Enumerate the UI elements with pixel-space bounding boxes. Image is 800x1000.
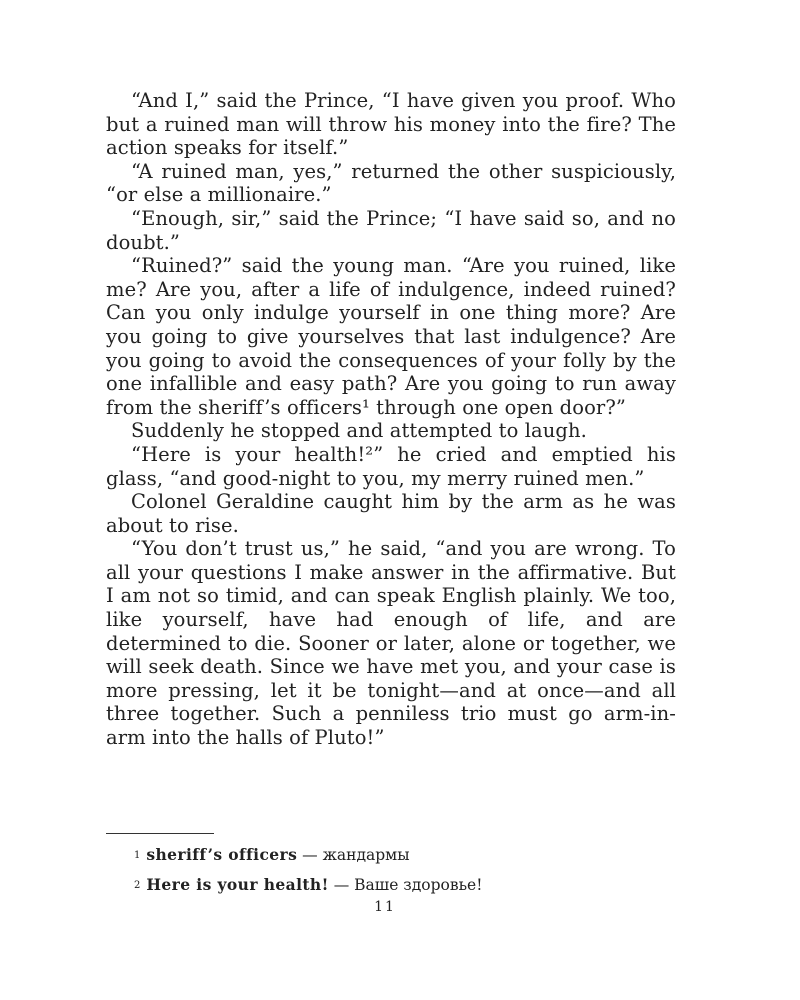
paragraph: Colonel Geraldine caught him by the arm as he was about to rise.	[106, 490, 676, 537]
footnote-term: Here is your health!	[146, 875, 329, 894]
paragraph: “Enough, sir,” said the Prince; “I have said so, and no doubt.”	[106, 206, 676, 254]
paragraph: “And I,” said the Prince, “I have given you proof. Who but a ruined man will throw his money into the fire? The action speaks for itself.”	[106, 89, 676, 160]
footnote-separator: —	[297, 846, 323, 864]
paragraph: “A ruined man, yes,” returned the other suspiciously, “or else a millionaire.”	[106, 159, 676, 207]
footnote-marker: 2	[134, 880, 141, 891]
paragraph: Suddenly he stopped and attempted to laugh.	[131, 419, 587, 443]
paragraph: “Here is your health!²” he cried and emptied his glass, “and good-night to you, my merry ruined men.”	[106, 442, 676, 490]
footnote-marker: 1	[134, 850, 141, 861]
footnote-translation: Ваше здоровье!	[354, 876, 483, 894]
body-text	[106, 89, 676, 750]
footnote-term: sheriff’s officers	[146, 845, 298, 864]
paragraph: “Ruined?” said the young man. “Are you ruined, like me? Are you, after a life of indulgence, indeed ruined? Can you only indulge yourself in one thing more? Are you going to give yourselves that last indulgence? Are you going to avoid the consequences of your folly by the one infallible and easy path? Are you going to run away from the sheriff’s officers¹ through one open door?”	[106, 254, 676, 419]
paragraph: “You don’t trust us,” he said, “and you are wrong. To all your questions I make answer in the affirmative. But I am not so timid, and can speak English plainly. We too, like yourself, have had enough of life, and are determined to die. Sooner or later, alone or together, we will seek death. Since we have met you, and your case is more pressing, let it be tonight—and at once—and all three together. Such a penniless trio must go arm-in-arm into the halls of Pluto!”	[106, 537, 676, 750]
page-number: 11	[374, 899, 396, 915]
footnote-2	[134, 871, 694, 901]
footnote-translation: жандармы	[322, 846, 410, 864]
footnote-divider	[106, 833, 214, 834]
footnote-separator: —	[328, 876, 355, 894]
book-page-text	[106, 89, 676, 750]
footnotes	[134, 841, 694, 901]
footnote-1	[134, 841, 694, 871]
